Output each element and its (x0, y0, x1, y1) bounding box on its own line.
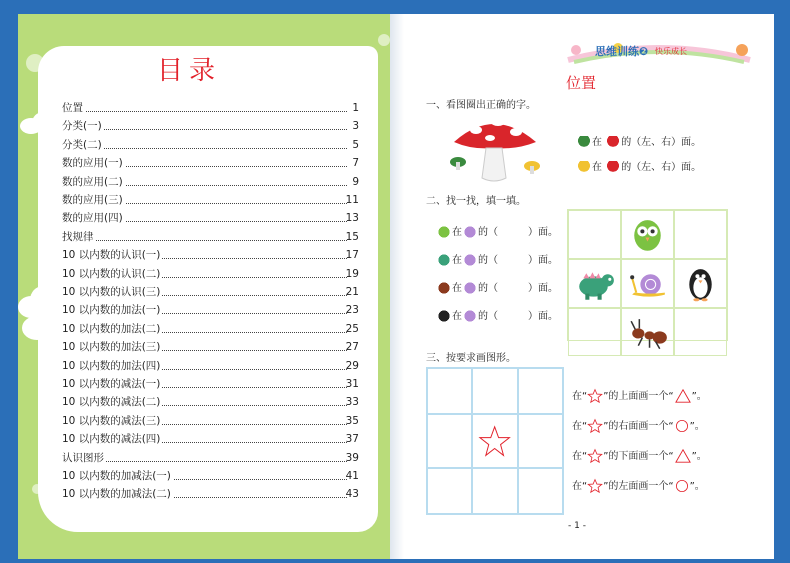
q3-text-b: ”的右面画一个“ (603, 421, 674, 432)
toc-entry[interactable] (62, 413, 359, 429)
toc-entry-page: 29 (345, 359, 359, 372)
toc-entry-page: 31 (345, 378, 359, 390)
section-title: 位置 (566, 74, 597, 92)
toc-entry-page: 41 (345, 470, 359, 482)
toc-entry-page: 1 (352, 102, 359, 114)
q3-text-a: 在“ (572, 421, 588, 432)
q3-line (572, 477, 705, 494)
q3-text-c: ”。 (691, 391, 707, 402)
q2-zai: 在 (452, 311, 462, 322)
toc-entry-page: 19 (345, 267, 359, 280)
q2-close: ）面。 (528, 227, 558, 238)
toc-entry[interactable] (62, 450, 359, 466)
toc-entry[interactable] (62, 339, 359, 355)
toc-entry-label: 数的应用(一) (62, 157, 123, 170)
toc-entry[interactable] (62, 376, 359, 392)
q3-text-b: ”的左面画一个“ (603, 481, 674, 492)
q2-close: ）面。 (528, 283, 558, 294)
brand-title: 思维训练❷ (595, 45, 649, 58)
toc-entry-label: 数的应用(四) (62, 212, 123, 225)
toc-entry-page: 37 (345, 433, 359, 446)
owl-icon (622, 211, 673, 258)
q3-text-c: ”。 (691, 451, 707, 462)
toc-entry-label: 位置 (62, 102, 83, 114)
owl-icon (436, 226, 452, 238)
toc-title: 目录 (156, 56, 221, 86)
grid-cell[interactable] (472, 368, 517, 414)
toc-entry-label: 10 以内数的加减法(一) (62, 470, 171, 482)
q2-de: 的（ (478, 283, 498, 294)
q3-line (572, 447, 707, 464)
toc-entry[interactable] (62, 358, 359, 374)
grid-cell[interactable] (518, 414, 563, 467)
toc-leader-dots (62, 111, 347, 112)
toc-entry-page: 33 (345, 396, 359, 409)
toc-entry-label: 找规律 (62, 230, 94, 243)
toc-entry-page: 25 (345, 322, 359, 335)
q3-drawing-grid (426, 367, 564, 515)
q2-close: ）面。 (528, 255, 558, 266)
q1-line-1-zai: 在 (592, 137, 602, 148)
triangle-icon (674, 388, 692, 404)
q2-de: 的（ (478, 255, 498, 266)
q2-close: ）面。 (528, 311, 558, 322)
q1-line-2-rest: 的（左、右）面。 (621, 162, 702, 173)
snail-icon (622, 260, 673, 307)
toc-entry[interactable] (62, 192, 359, 208)
grid-cell (568, 308, 621, 357)
toc-entry-label: 10 以内数的认识(三) (62, 286, 161, 298)
toc-entry-page: 39 (345, 451, 359, 464)
red-mushroom-icon (605, 136, 621, 148)
toc-entry-label: 10 以内数的减法(三) (62, 414, 161, 427)
q2-animal-grid (567, 209, 728, 341)
q3-text-a: 在“ (572, 391, 588, 402)
q3-text-c: ”。 (689, 481, 705, 492)
toc-leader-dots (62, 240, 347, 241)
page-number: - 1 - (568, 521, 586, 531)
grid-cell[interactable] (518, 468, 563, 514)
q2-line (436, 307, 558, 322)
q1-line-2 (576, 158, 701, 173)
q2-de: 的（ (478, 311, 498, 322)
circle-icon (674, 418, 690, 434)
toc-entry[interactable] (62, 100, 359, 116)
grid-cell (621, 259, 674, 308)
toc-entry-page: 13 (345, 212, 359, 225)
star-icon (473, 415, 516, 466)
toc-entry-page: 35 (345, 414, 359, 427)
circle-icon (674, 478, 690, 494)
grid-cell (621, 210, 674, 259)
snail-icon (462, 254, 478, 266)
toc-entry[interactable] (62, 247, 359, 263)
q3-text-a: 在“ (572, 451, 588, 462)
q3-line (572, 417, 705, 434)
toc-entry[interactable] (62, 229, 359, 245)
grid-cell (621, 308, 674, 357)
grid-cell[interactable] (427, 368, 472, 414)
toc-entry-label: 10 以内数的加减法(二) (62, 488, 171, 501)
grid-cell (568, 210, 621, 259)
toc-entry[interactable] (62, 486, 359, 502)
q2-line (436, 223, 558, 238)
toc-entry-label: 10 以内数的减法(四) (62, 433, 161, 446)
grid-cell (674, 259, 727, 308)
toc-entry-label: 数的应用(三) (62, 194, 123, 206)
triangle-icon (674, 448, 692, 464)
star-icon (587, 388, 603, 404)
decor-dot (378, 34, 390, 46)
q3-text-b: ”的下面画一个“ (603, 451, 674, 462)
q1-line-2-zai: 在 (592, 162, 602, 173)
grid-cell (674, 308, 727, 357)
star-icon (587, 418, 603, 434)
star-icon (587, 478, 603, 494)
toc-entry[interactable] (62, 137, 359, 153)
ant-icon (436, 282, 452, 294)
q2-zai: 在 (452, 283, 462, 294)
toc-entry-label: 10 以内数的减法(一) (62, 378, 161, 390)
grid-cell[interactable] (427, 468, 472, 514)
star-icon (587, 448, 603, 464)
toc-entry-label: 10 以内数的加法(二) (62, 322, 161, 335)
toc-entry[interactable] (62, 431, 359, 447)
q3-line (572, 387, 707, 404)
toc-entry-label: 10 以内数的加法(一) (62, 304, 161, 317)
toc-entry-page: 43 (345, 488, 359, 501)
grid-cell (568, 259, 621, 308)
toc-entry-label: 数的应用(二) (62, 175, 123, 188)
q1-line-1 (576, 133, 701, 148)
q1-heading: 一、看图圈出正确的字。 (426, 100, 536, 111)
q2-zai: 在 (452, 227, 462, 238)
green-mushroom-icon (576, 136, 592, 148)
q3-text-c: ”。 (689, 421, 705, 432)
red-mushroom-icon (605, 161, 621, 173)
toc-entry-page: 27 (345, 341, 359, 354)
snail-icon (462, 226, 478, 238)
toc-entry-label: 分类(一) (62, 120, 102, 133)
q2-line (436, 251, 558, 266)
grid-cell[interactable] (427, 414, 472, 467)
toc-entry-label: 10 以内数的减法(二) (62, 396, 161, 409)
grid-cell[interactable] (472, 468, 517, 514)
toc-entry-page: 5 (352, 138, 359, 151)
toc-entry-label: 分类(二) (62, 138, 102, 151)
toc-entry-label: 10 以内数的认识(一) (62, 249, 161, 262)
toc-entry-label: 10 以内数的加法(四) (62, 359, 161, 372)
snail-icon (462, 282, 478, 294)
q3-text-b: ”的上面画一个“ (603, 391, 674, 402)
toc-entry[interactable] (62, 302, 359, 318)
grid-cell-center[interactable] (472, 414, 517, 467)
toc-entry-label: 10 以内数的加法(三) (62, 341, 161, 354)
toc-entry-page: 3 (352, 120, 359, 133)
toc-entry-page: 17 (345, 249, 359, 262)
toc-leader-dots (62, 148, 347, 149)
q3-text-a: 在“ (572, 481, 588, 492)
toc-entry-page: 11 (345, 194, 359, 206)
toc-entry[interactable] (62, 266, 359, 282)
snail-icon (462, 310, 478, 322)
q2-de: 的（ (478, 227, 498, 238)
q2-zai: 在 (452, 255, 462, 266)
book-spine (390, 14, 404, 559)
toc-leader-dots (62, 129, 347, 130)
ant-icon (622, 309, 673, 356)
toc-entry[interactable] (62, 118, 359, 134)
toc-entry[interactable] (62, 468, 359, 484)
grid-cell[interactable] (518, 368, 563, 414)
yellow-mushroom-icon (576, 161, 592, 173)
toc-entry[interactable] (62, 174, 359, 190)
toc-entry[interactable] (62, 321, 359, 337)
q2-line (436, 279, 558, 294)
brand-subtitle: 快乐成长 (655, 47, 687, 56)
toc-entry[interactable] (62, 394, 359, 410)
toc-entry[interactable] (62, 155, 359, 171)
q2-heading: 二、找一找，填一填。 (426, 196, 526, 207)
dinosaur-icon (436, 254, 452, 266)
dinosaur-icon (569, 260, 620, 307)
toc-entry-page: 15 (345, 230, 359, 243)
toc-entry[interactable] (62, 210, 359, 226)
toc-entry[interactable] (62, 284, 359, 300)
q1-line-1-rest: 的（左、右）面。 (621, 137, 702, 148)
penguin-icon (436, 310, 452, 322)
toc-entry-page: 21 (345, 286, 359, 298)
grid-cell (674, 210, 727, 259)
toc-entry-page: 9 (352, 175, 359, 188)
toc-entry-page: 7 (352, 157, 359, 170)
mushroom-icon (446, 112, 546, 184)
q3-heading: 三、按要求画图形。 (426, 353, 516, 364)
penguin-icon (675, 260, 726, 307)
toc-entry-label: 认识图形 (62, 451, 104, 464)
toc-entry-page: 23 (345, 304, 359, 317)
toc-entry-label: 10 以内数的认识(二) (62, 267, 161, 280)
